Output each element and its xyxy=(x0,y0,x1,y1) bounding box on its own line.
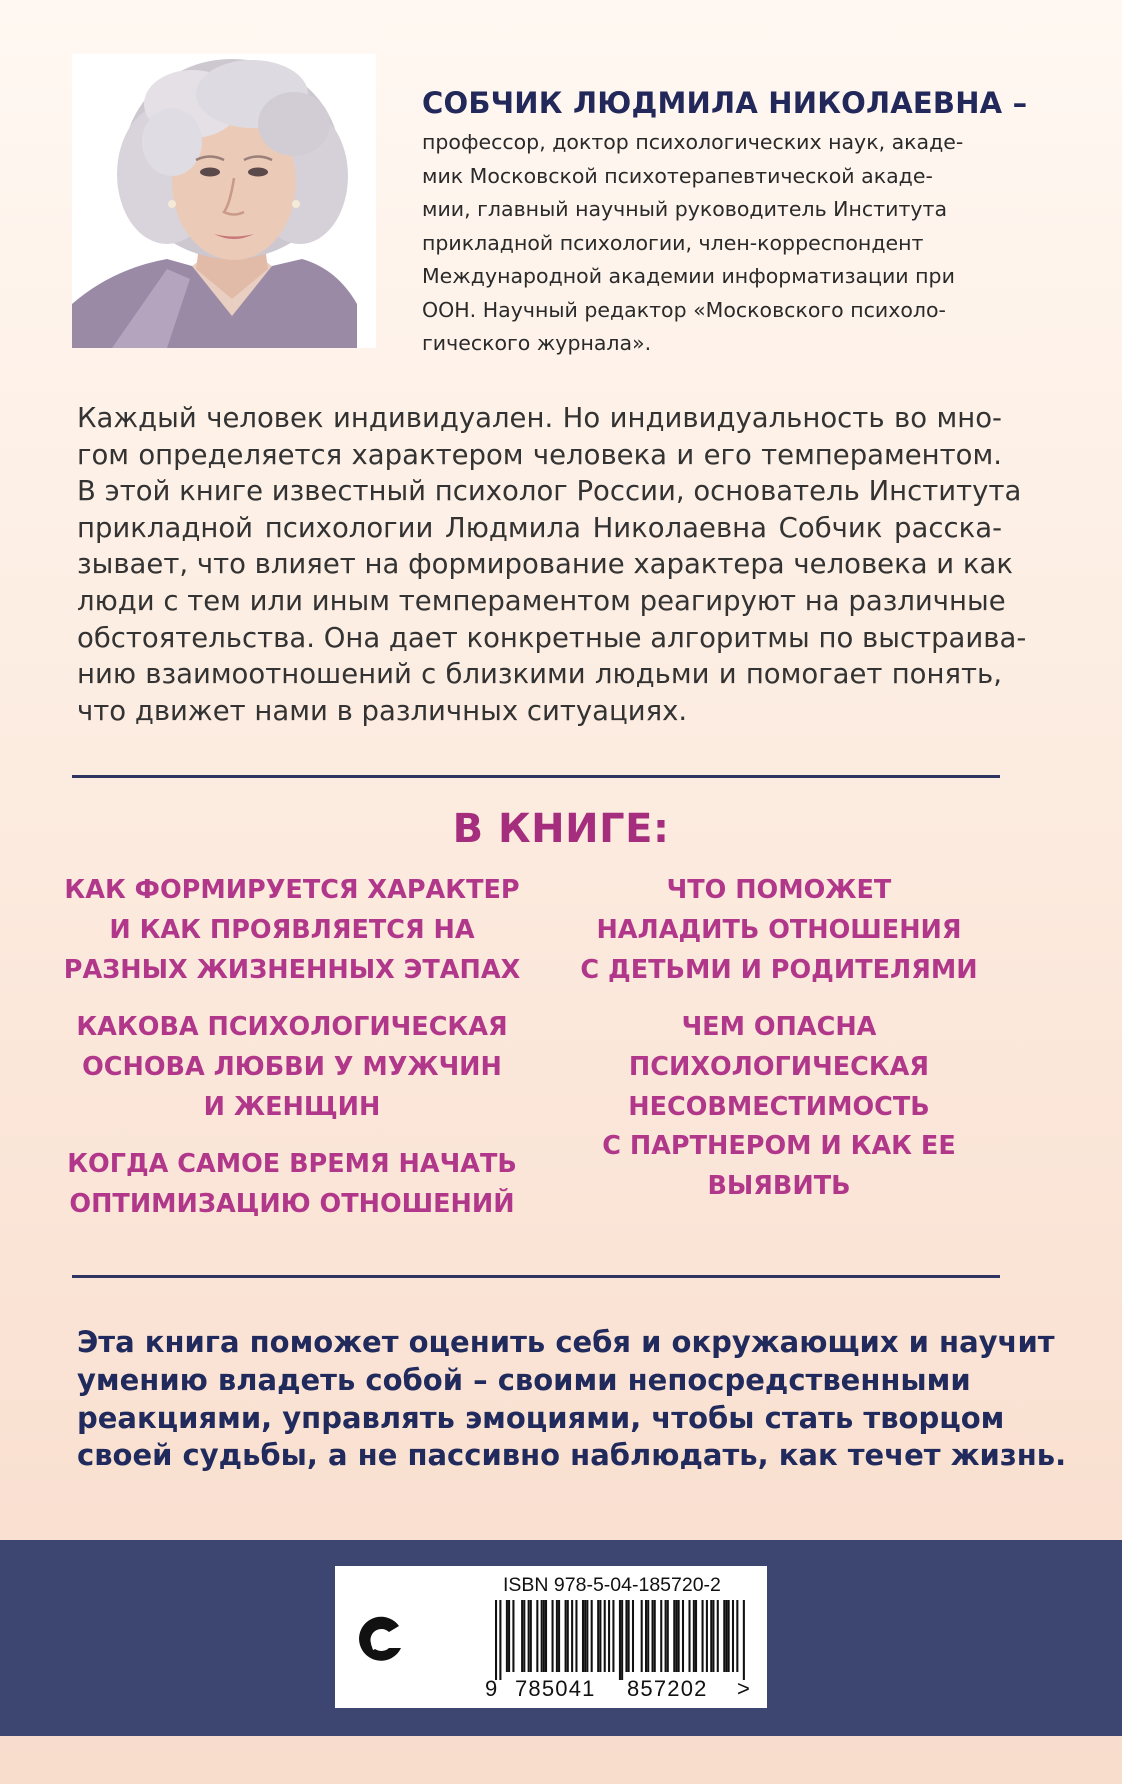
in-book-heading: В КНИГЕ: xyxy=(452,806,670,852)
barcode-bar xyxy=(628,1600,630,1672)
barcode-bar xyxy=(584,1600,586,1672)
barcode-bar xyxy=(599,1600,601,1672)
barcode-bar xyxy=(597,1600,599,1672)
description-line: нию взаимоотношений с близкими людьми и помогает понять, xyxy=(77,658,1002,691)
barcode-bar xyxy=(508,1600,510,1672)
description-line: гом определяется характером человека и его темпераментом. xyxy=(77,438,1002,471)
description-line: что движет нами в различных ситуациях. xyxy=(77,694,688,727)
divider-bottom xyxy=(72,1275,1000,1278)
barcode-bars xyxy=(495,1600,745,1680)
summary-line: Эта книга поможет оценить себя и окружающих и научит xyxy=(77,1325,1055,1359)
barcode-bar xyxy=(695,1600,697,1672)
barcode-bar xyxy=(556,1600,558,1672)
topic-line: С ДЕТЬМИ И РОДИТЕЛЯМИ xyxy=(580,954,978,985)
barcode-bar xyxy=(712,1600,714,1672)
author-bio-line: Международной академии информатизации при xyxy=(422,264,955,288)
barcode-bar xyxy=(625,1600,627,1672)
barcode-bar xyxy=(528,1600,530,1672)
topic-line: ЧЕМ ОПАСНА xyxy=(681,1012,877,1042)
barcode-bar xyxy=(641,1600,643,1672)
barcode-bar xyxy=(723,1600,725,1672)
barcode-bar xyxy=(706,1600,708,1672)
author-photo xyxy=(72,54,376,348)
topic-line: КАК ФОРМИРУЕТСЯ ХАРАКТЕР xyxy=(64,875,520,905)
barcode-bar xyxy=(717,1600,719,1672)
topic-line: РАЗНЫХ ЖИЗНЕННЫХ ЭТАПАХ xyxy=(63,954,521,985)
barcode-bar xyxy=(678,1600,680,1672)
summary-line: реакциями, управлять эмоциями, чтобы стать творцом xyxy=(77,1400,1005,1435)
author-bio-line: гического журнала». xyxy=(422,331,652,355)
topic-right-1 xyxy=(557,871,1001,990)
barcode-panel xyxy=(335,1566,767,1708)
barcode-bar xyxy=(582,1600,584,1672)
topic-line: ОСНОВА ЛЮБВИ У МУЖЧИН xyxy=(82,1051,502,1082)
topic-line: КАКОВА ПСИХОЛОГИЧЕСКАЯ xyxy=(76,1012,508,1042)
barcode-bar xyxy=(693,1600,695,1672)
divider-top xyxy=(72,775,1000,778)
topic-line: С ПАРТНЕРОМ И КАК ЕЕ xyxy=(602,1131,956,1162)
barcode-bar xyxy=(536,1600,538,1672)
barcode-bar xyxy=(575,1600,577,1672)
author-name: СОБЧИК ЛЮДМИЛА НИКОЛАЕВНА – xyxy=(422,86,1028,120)
topic-line: ЧТО ПОМОЖЕТ xyxy=(666,875,892,905)
author-bio xyxy=(422,126,1012,361)
topic-line: НАЛАДИТЬ ОТНОШЕНИЯ xyxy=(596,914,962,945)
author-bio-line: мик Московской психотерапевтической акаде- xyxy=(422,163,933,188)
barcode-bar xyxy=(673,1600,675,1672)
barcode-bar xyxy=(688,1600,690,1672)
barcode-bar xyxy=(591,1600,593,1672)
barcode-bar xyxy=(530,1600,532,1672)
barcode-bar xyxy=(667,1600,669,1672)
barcode-bar xyxy=(732,1600,734,1672)
barcode-bar xyxy=(512,1600,514,1672)
topic-right-2 xyxy=(557,1008,1001,1207)
barcode-bar xyxy=(523,1600,525,1672)
barcode-arrow: > xyxy=(737,1676,752,1701)
topic-line: И ЖЕНЩИН xyxy=(203,1091,381,1122)
author-bio-line: профессор, доктор психологических наук, акаде- xyxy=(422,130,964,154)
barcode-bar xyxy=(499,1600,501,1680)
barcode-digits-right: 857202 xyxy=(627,1676,708,1701)
barcode-bar xyxy=(608,1600,610,1672)
barcode-bar xyxy=(665,1600,667,1672)
description-line: обстоятельства. Она дает конкретные алгоритмы по выстраива- xyxy=(77,621,1027,654)
description-line: Каждый человек индивидуален. Но индивидуальность во мно- xyxy=(77,402,1002,434)
barcode-bar xyxy=(604,1600,606,1672)
barcode-bar xyxy=(654,1600,656,1672)
topic-left-3 xyxy=(32,1145,552,1225)
barcode-bar xyxy=(543,1600,545,1672)
isbn-label: ISBN 978-5-04-185720-2 xyxy=(503,1574,721,1596)
barcode-bar xyxy=(521,1600,523,1672)
barcode-bar xyxy=(612,1600,614,1672)
barcode-bar xyxy=(567,1600,569,1672)
barcode-bar xyxy=(725,1600,727,1672)
barcode-bar xyxy=(675,1600,677,1672)
description-line: люди с тем или иным темпераментом реагируют на различные xyxy=(77,584,1006,617)
description-line: В этой книге известный психолог России, основатель Института xyxy=(77,475,1022,508)
barcode-bar xyxy=(660,1600,662,1672)
barcode-bar xyxy=(586,1600,588,1672)
topic-line: И КАК ПРОЯВЛЯЕТСЯ НА xyxy=(109,914,475,945)
barcode-bar xyxy=(541,1600,543,1672)
book-summary xyxy=(77,1324,1067,1475)
topic-line: ОПТИМИЗАЦИЮ ОТНОШЕНИЙ xyxy=(69,1188,515,1219)
author-bio-line: ООН. Научный редактор «Московского психоло- xyxy=(422,297,946,322)
description-line: зывает, что влияет на формирование характера человека и как xyxy=(77,548,1013,581)
barcode-bar xyxy=(621,1600,623,1680)
barcode-bar xyxy=(728,1600,730,1672)
topic-left-2 xyxy=(32,1008,552,1127)
barcode-bar xyxy=(552,1600,554,1672)
author-bio-line: мии, главный научный руководитель Института xyxy=(422,197,948,221)
description-line: прикладной психологии Людмила Николаевна Собчик расска- xyxy=(77,511,1002,544)
barcode-digit-prefix: 9 xyxy=(485,1676,499,1701)
book-description xyxy=(77,400,1027,729)
author-portrait-illustration xyxy=(72,54,376,348)
author-bio-line: прикладной психологии, член-корреспондент xyxy=(422,230,924,255)
barcode-bar xyxy=(632,1600,634,1672)
barcode-bar xyxy=(702,1600,704,1672)
barcode-bar xyxy=(495,1600,497,1680)
barcode-bar xyxy=(565,1600,567,1672)
barcode-bar xyxy=(682,1600,684,1672)
barcode-bar xyxy=(743,1600,745,1680)
summary-line: своей судьбы, а не пассивно наблюдать, как течет жизнь. xyxy=(77,1438,1067,1473)
barcode-bar xyxy=(645,1600,647,1672)
barcode-bar xyxy=(647,1600,649,1672)
barcode-digits-left: 785041 xyxy=(515,1676,596,1701)
barcode-bar xyxy=(710,1600,712,1672)
topic-line: НЕСОВМЕСТИМОСТЬ xyxy=(628,1091,930,1122)
summary-line: умению владеть собой – своими непосредственными xyxy=(77,1362,971,1397)
barcode-bar xyxy=(652,1600,654,1672)
barcode-bar xyxy=(545,1600,547,1672)
barcode-bar xyxy=(736,1600,738,1672)
topic-left-1 xyxy=(32,871,552,990)
topic-line: ПСИХОЛОГИЧЕСКАЯ xyxy=(628,1051,930,1082)
topic-line: ВЫЯВИТЬ xyxy=(707,1171,851,1202)
barcode-bar xyxy=(571,1600,573,1672)
barcode-bar xyxy=(506,1600,508,1672)
topic-line: КОГДА САМОЕ ВРЕМЯ НАЧАТЬ xyxy=(67,1149,517,1179)
barcode-bar xyxy=(619,1600,621,1680)
publisher-logo-icon xyxy=(347,1604,417,1674)
barcode-bar xyxy=(558,1600,560,1672)
